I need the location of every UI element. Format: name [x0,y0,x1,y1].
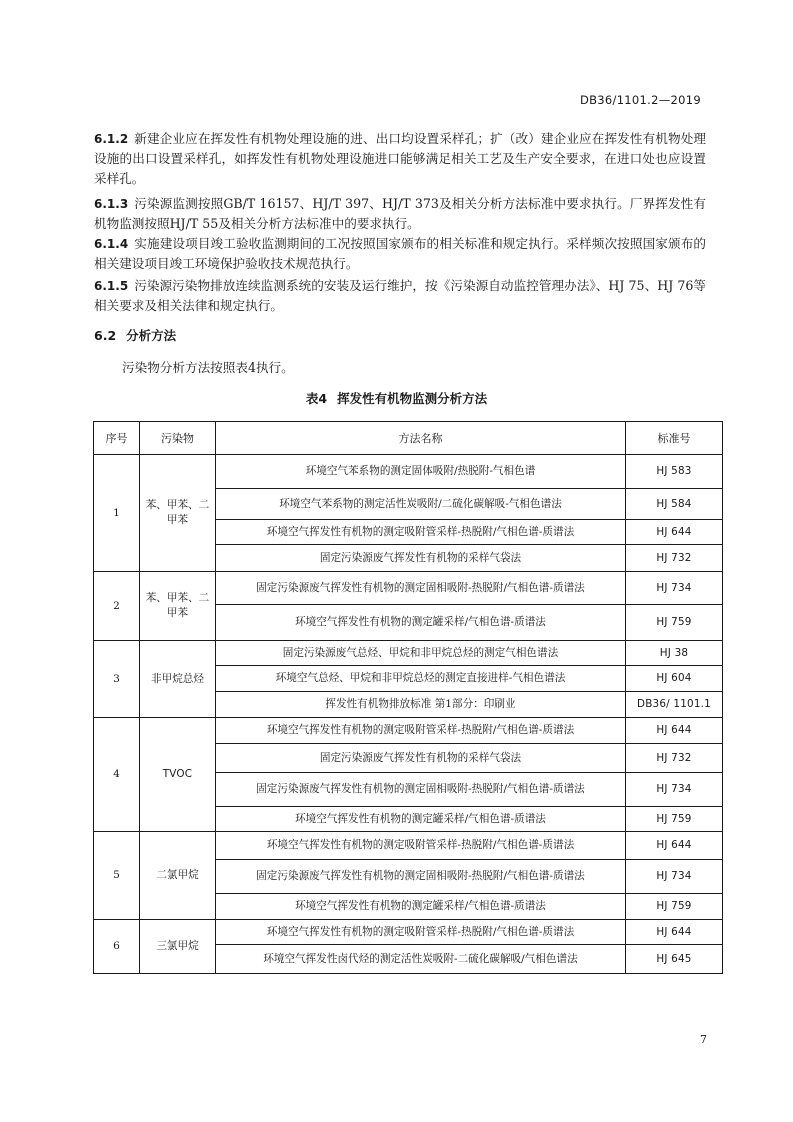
paragraph-6-1-5 [94,276,706,316]
pollutant-cell: 二氯甲烷 [140,832,216,920]
section-number: 6.2 [94,328,117,343]
standard-cell: HJ 759 [626,807,723,832]
standard-cell: HJ 583 [626,455,723,489]
method-cell: 固定污染源废气挥发性有机物的测定固相吸附-热脱附/气相色谱-质谱法 [216,572,626,605]
method-cell: 环境空气苯系物的测定固体吸附/热脱附-气相色谱 [216,455,626,489]
clause-text: 污染源污染物排放连续监测系统的安装及运行维护，按《污染源自动监控管理办法》、HJ 75、HJ 76等相关要求及相关法律和规定执行。 [94,278,706,314]
clause-number: 6.1.5 [94,279,129,293]
standard-cell: HJ 645 [626,945,723,974]
clause-number: 6.1.2 [94,132,129,146]
method-cell: 固定污染源废气挥发性有机物的测定固相吸附-热脱附/气相色谱-质谱法 [216,860,626,894]
seq-cell: 3 [94,641,140,718]
table-row [94,455,723,489]
clause-number: 6.1.3 [94,197,129,211]
method-cell: 环境空气挥发性有机物的测定罐采样/气相色谱-质谱法 [216,605,626,641]
standard-code: DB36/1101.2—2019 [579,93,701,107]
table-row [94,832,723,860]
pollutant-cell: TVOC [140,718,216,832]
method-cell: 环境空气挥发性有机物的测定吸附管采样-热脱附/气相色谱-质谱法 [216,520,626,545]
standard-cell: HJ 604 [626,666,723,692]
standard-cell: HJ 759 [626,605,723,641]
standard-cell: HJ 644 [626,920,723,945]
method-cell: 环境空气挥发性有机物的测定罐采样/气相色谱-质谱法 [216,807,626,832]
standard-cell: HJ 732 [626,744,723,773]
table-row [94,718,723,744]
table-row [94,920,723,945]
header-standard: 标准号 [626,422,723,455]
method-cell: 挥发性有机物排放标准 第1部分：印刷业 [216,692,626,718]
standard-cell: HJ 584 [626,489,723,520]
page-number: 7 [700,1033,707,1046]
methods-table [93,421,723,974]
method-cell: 环境空气挥发性有机物的测定罐采样/气相色谱-质谱法 [216,894,626,920]
paragraph-6-1-2 [94,129,706,188]
section-title: 分析方法 [126,328,177,343]
pollutant-cell: 非甲烷总烃 [140,641,216,718]
paragraph-6-1-3 [94,194,706,234]
method-cell: 固定污染源废气总烃、甲烷和非甲烷总烃的测定气相色谱法 [216,641,626,666]
standard-cell: HJ 644 [626,520,723,545]
method-cell: 环境空气挥发性有机物的测定吸附管采样-热脱附/气相色谱-质谱法 [216,718,626,744]
seq-cell: 4 [94,718,140,832]
standard-cell: HJ 734 [626,572,723,605]
method-cell: 固定污染源废气挥发性有机物的测定固相吸附-热脱附/气相色谱-质谱法 [216,773,626,807]
standard-cell: HJ 759 [626,894,723,920]
clause-text: 实施建设项目竣工验收监测期间的工况按照国家颁布的相关标准和规定执行。采样频次按照国家颁布的相关建设项目竣工环境保护验收技术规范执行。 [94,236,706,272]
pollutant-cell: 苯、甲苯、二甲苯 [140,455,216,572]
standard-cell: HJ 734 [626,773,723,807]
header-seq: 序号 [94,422,140,455]
header-pollutant: 污染物 [140,422,216,455]
paragraph-6-1-4 [94,234,706,274]
method-cell: 环境空气苯系物的测定活性炭吸附/二硫化碳解吸-气相色谱法 [216,489,626,520]
table-header-row [94,422,723,455]
standard-cell: HJ 732 [626,545,723,572]
table-row [94,641,723,666]
standard-cell: HJ 734 [626,860,723,894]
clause-text: 新建企业应在挥发性有机物处理设施的进、出口均设置采样孔；扩（改）建企业应在挥发性有机物处理设施的出口设置采样孔，如挥发性有机物处理设施进口能够满足相关工艺及生产安全要求，在进口处也应设置采样孔。 [94,131,706,186]
pollutant-cell: 苯、甲苯、二甲苯 [140,572,216,641]
method-cell: 环境空气挥发性有机物的测定吸附管采样-热脱附/气相色谱-质谱法 [216,920,626,945]
section-heading [94,326,176,344]
clause-text: 污染源监测按照GB/T 16157、HJ/T 397、HJ/T 373及相关分析方法标准中要求执行。厂界挥发性有机物监测按照HJ/T 55及相关分析方法标准中的要求执行。 [94,196,706,232]
clause-number: 6.1.4 [94,237,129,251]
table-caption [0,389,793,407]
standard-cell: DB36/ 1101.1 [626,692,723,718]
standard-cell: HJ 644 [626,832,723,860]
seq-cell: 1 [94,455,140,572]
pollutant-cell: 三氯甲烷 [140,920,216,974]
seq-cell: 6 [94,920,140,974]
header-method: 方法名称 [216,422,626,455]
method-cell: 固定污染源废气挥发性有机物的采样气袋法 [216,744,626,773]
standard-cell: HJ 38 [626,641,723,666]
method-cell: 环境空气总烃、甲烷和非甲烷总烃的测定直接进样-气相色谱法 [216,666,626,692]
method-cell: 环境空气挥发性有机物的测定吸附管采样-热脱附/气相色谱-质谱法 [216,832,626,860]
table-title: 挥发性有机物监测分析方法 [337,391,488,406]
method-cell: 环境空气挥发性卤代烃的测定活性炭吸附-二硫化碳解吸/气相色谱法 [216,945,626,974]
method-cell: 固定污染源废气挥发性有机物的采样气袋法 [216,545,626,572]
table-label: 表4 [305,391,328,406]
standard-cell: HJ 644 [626,718,723,744]
seq-cell: 5 [94,832,140,920]
table-row [94,572,723,605]
seq-cell: 2 [94,572,140,641]
section-intro: 污染物分析方法按照表4执行。 [122,360,294,375]
